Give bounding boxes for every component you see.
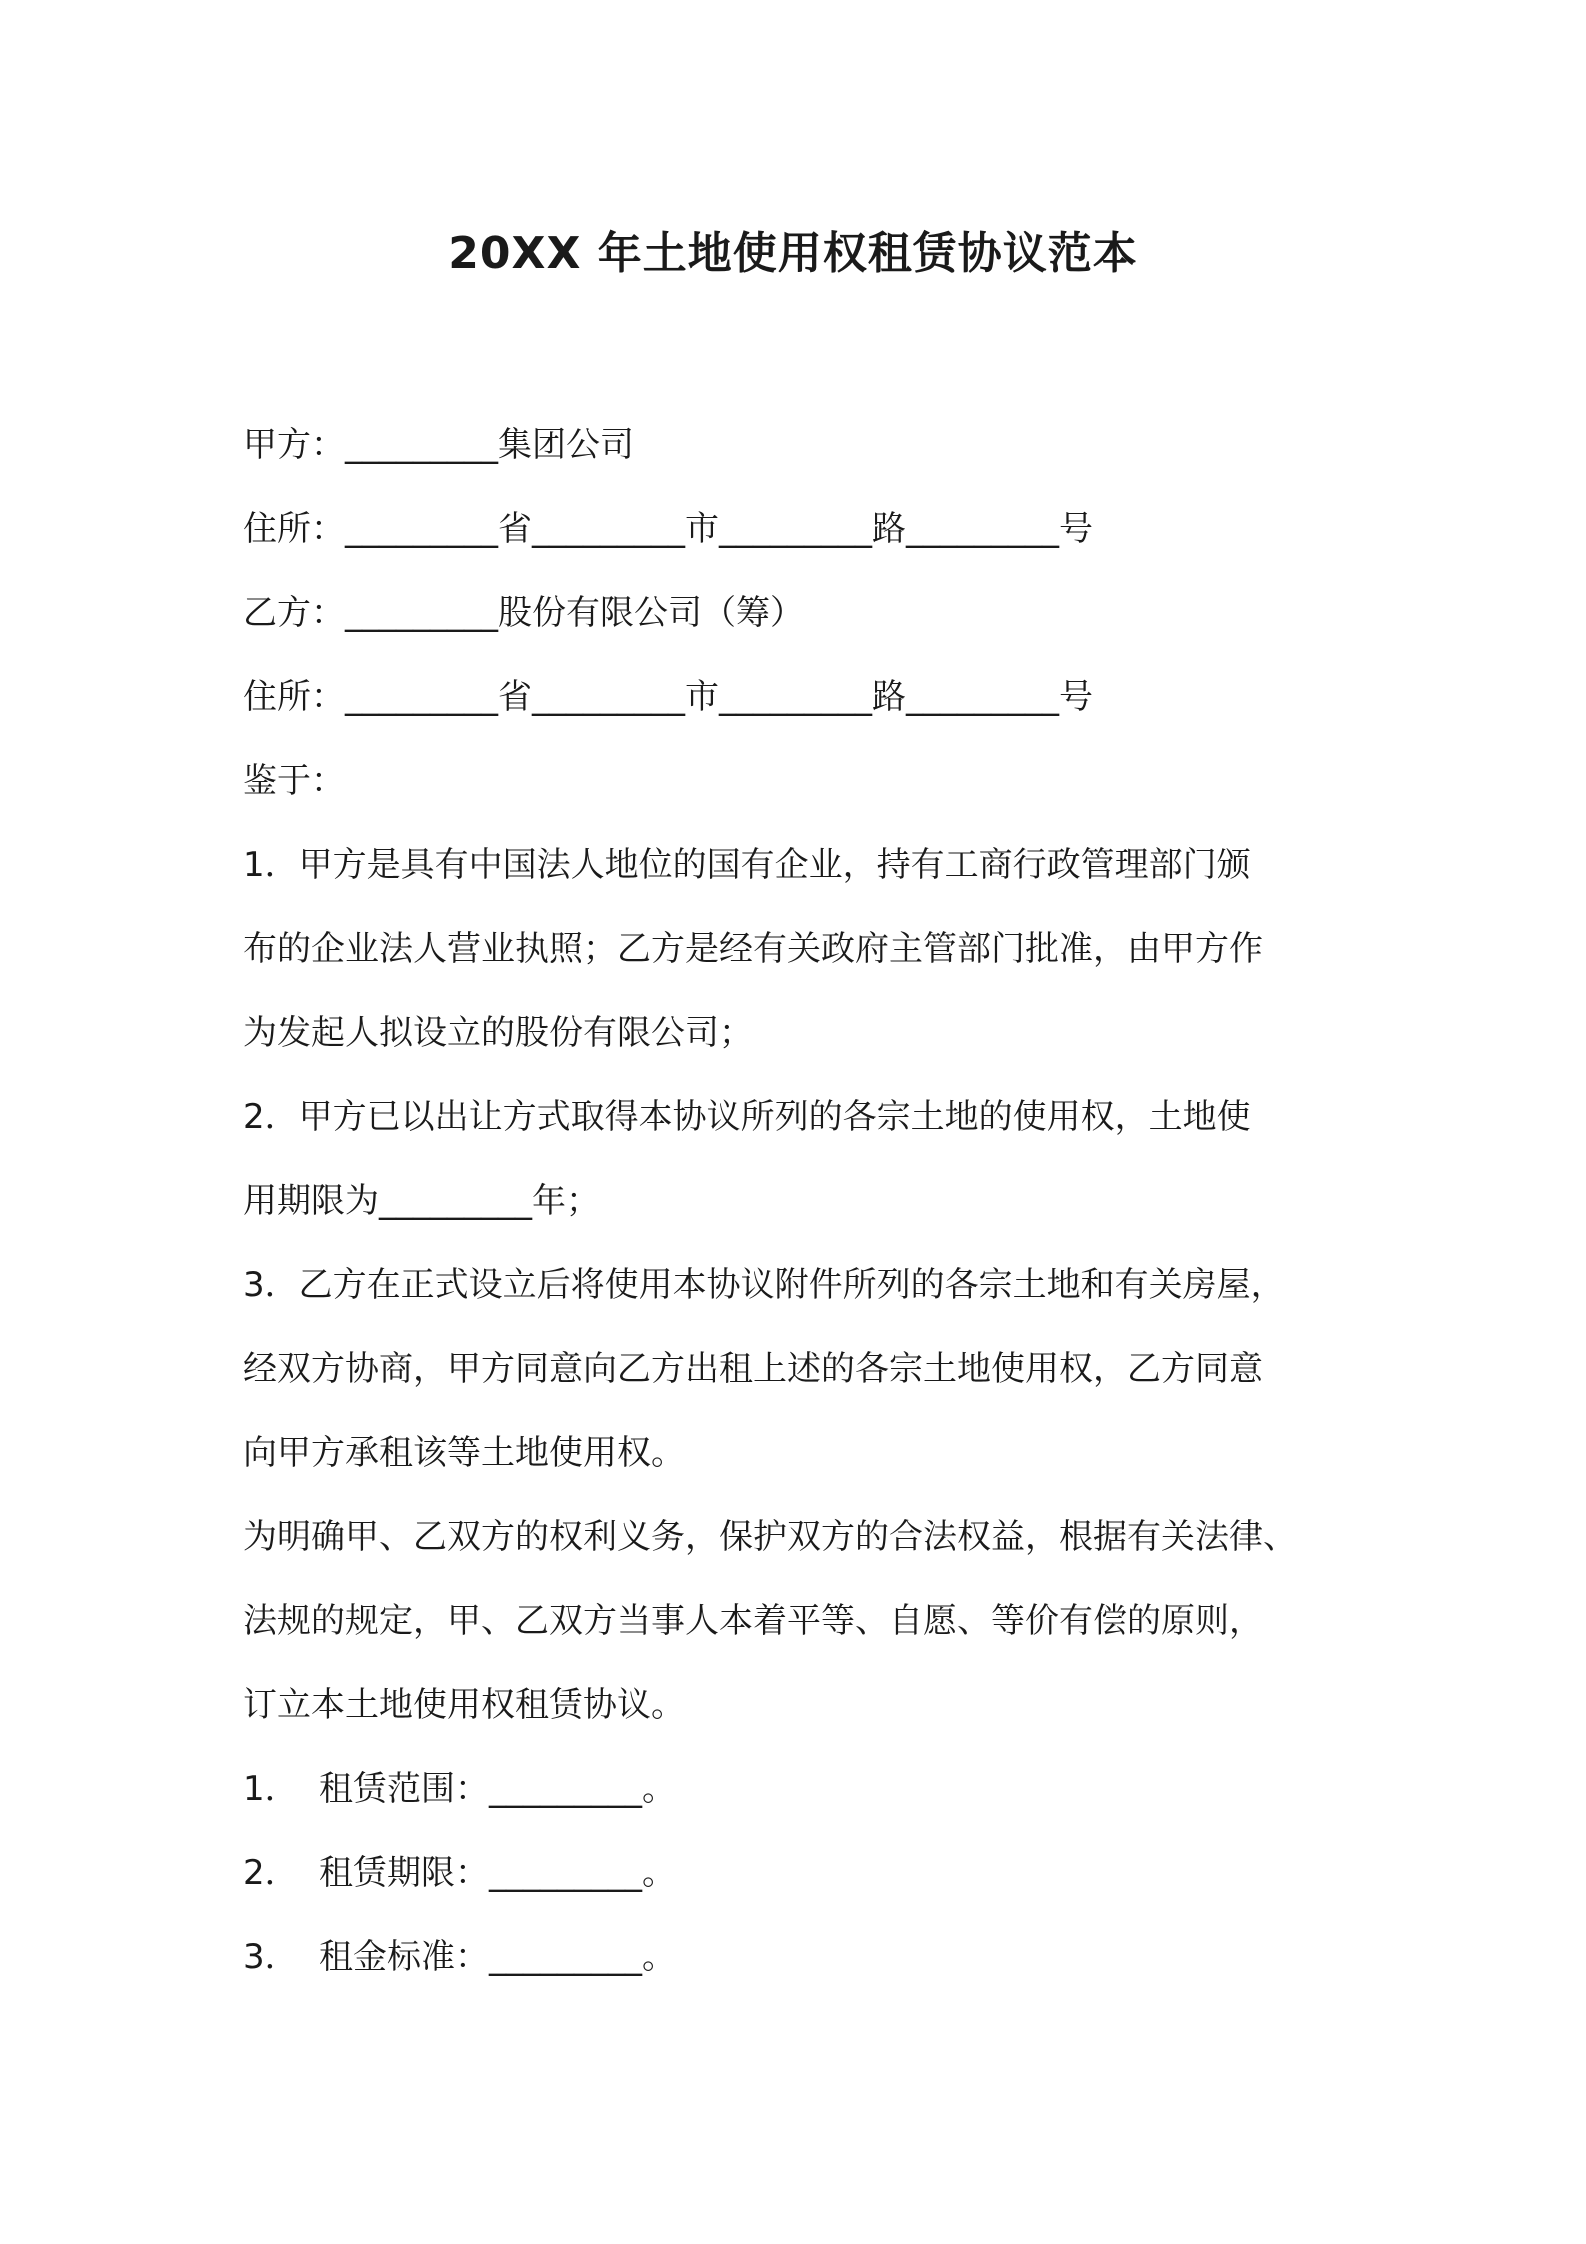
clause-item (243, 1831, 1393, 1915)
clause-text: 租赁期限：_________。 (319, 1853, 676, 1893)
clause-number: 2． (243, 1853, 299, 1893)
party-a-address-line: 住所：_________省_________市_________路_________号 (243, 509, 1093, 549)
paragraph-line: 为明确甲、乙双方的权利义务，保护双方的合法权益，根据有关法律、 (243, 1517, 1297, 1557)
clause-number: 1． (243, 1769, 299, 1809)
party-a-line: 甲方：_________集团公司 (243, 425, 634, 465)
clause-item (243, 1747, 1393, 1831)
clause-text: 租赁范围：_________。 (319, 1769, 676, 1809)
party-b-address-line: 住所：_________省_________市_________路_________号 (243, 677, 1093, 717)
clause-text: 租金标准：_________。 (319, 1937, 676, 1977)
party-b-line: 乙方：_________股份有限公司（筹） (243, 593, 804, 633)
paragraph-line: 用期限为_________年； (243, 1181, 600, 1221)
paragraph-line: 2．甲方已以出让方式取得本协议所列的各宗土地的使用权，土地使 (243, 1097, 1251, 1137)
clause-number: 3． (243, 1937, 299, 1977)
paragraph-line: 法规的规定，甲、乙双方当事人本着平等、自愿、等价有偿的原则， (243, 1601, 1263, 1641)
paragraph-line: 向甲方承租该等土地使用权。 (243, 1433, 685, 1473)
paragraph-line: 3．乙方在正式设立后将使用本协议附件所列的各宗土地和有关房屋， (243, 1265, 1285, 1305)
paragraph-line: 为发起人拟设立的股份有限公司； (243, 1013, 753, 1053)
document-title: 20XX 年土地使用权租赁协议范本 (448, 228, 1138, 279)
whereas-heading: 鉴于： (243, 761, 345, 801)
document-body (243, 403, 1393, 1999)
paragraph-line: 经双方协商，甲方同意向乙方出租上述的各宗土地使用权，乙方同意 (243, 1349, 1263, 1389)
paragraph-line: 布的企业法人营业执照；乙方是经有关政府主管部门批准，由甲方作 (243, 929, 1263, 969)
paragraph-line: 1．甲方是具有中国法人地位的国有企业，持有工商行政管理部门颁 (243, 845, 1251, 885)
paragraph-line: 订立本土地使用权租赁协议。 (243, 1685, 685, 1725)
clause-item (243, 1915, 1393, 1999)
